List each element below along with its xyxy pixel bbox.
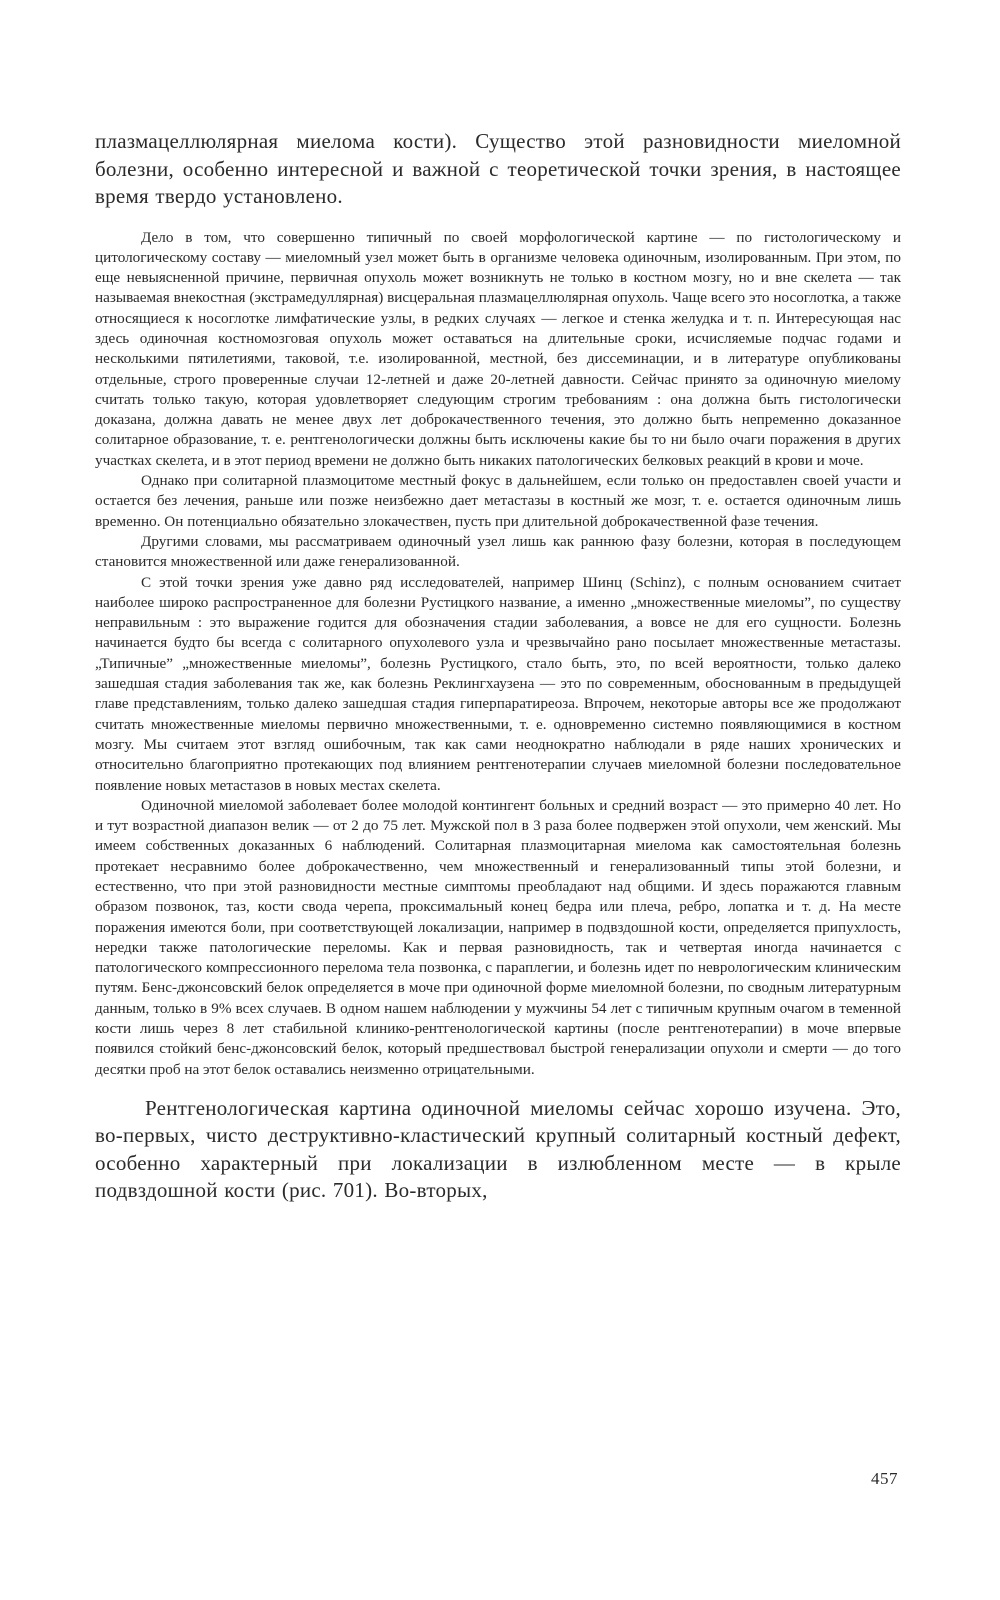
document-page: [95, 128, 901, 1205]
spacer: [95, 211, 901, 228]
paragraph-small-1: Дело в том, что совершенно типичный по своей морфологической картине — по гистологическому и цитологическому составу — миеломный узел может быть в организме человека одиночным, изолированным. При этом, по еще невыясненной причине, первичная опухоль может возникнуть не только в костном мозгу, но и вне скелета — так называемая внекостная (экстрамедуллярная) висцеральная плазмацеллюлярная опухоль. Чаще всего это носоглотка, а также относящиеся к носоглотке лимфатические узлы, в редких случаях — легкое и стенка желудка и т. п. Интересующая нас здесь одиночная костномозговая опухоль может оставаться на длительные сроки, исчисляемые подчас годами и несколькими пятилетиями, таковой, т.е. изолированной, местной, без диссеминации, и в литературе опубликованы отдельные, строго проверенные случаи 12-летней и даже 20-летней давности. Сейчас принято за одиночную миелому считать только такую, которая удовлетворяет следующим строгим требованиям : она должна быть гистологически доказана, должна давать не менее двух лет доброкачественного течения, это должно быть непременно доказанное солитарное образование, т. е. рентгенологически должны быть исключены какие бы то ни было очаги поражения в других участках скелета, и в этот период времени не должно быть никаких патологических белковых реакций в крови и моче.: [95, 228, 901, 469]
page-number: 457: [871, 1469, 898, 1488]
paragraph-small-2: Однако при солитарной плазмоцитоме местный фокус в дальнейшем, если только он предоставлен своей участи и остается без лечения, раньше или позже неизбежно дает метастазы в костный же мозг, т. е. остается одиночным лишь временно. Он потенциально обязательно злокачествен, пусть при длительной доброкачественной фазе течения.: [95, 472, 901, 530]
spacer: [95, 1080, 901, 1095]
paragraph-small-4: С этой точки зрения уже давно ряд исследователей, например Шинц (Schinz), с полным основанием считает наиболее широко распространенное для болезни Рустицкого название, а именно „множественные миеломы”, по существу неправильным : это выражение годится для обозначения стадии заболевания, а вовсе не для его сущности. Болезнь начинается будто бы всегда с солитарного опухолевого узла и чрезвычайно рано посылает множественные метастазы. „Типичные” „множественные миеломы”, болезнь Рустицкого, стало быть, это, по всей вероятности, только далеко зашедшая стадия заболевания так же, как болезнь Реклингхаузена — это по современным, обоснованным в предыдущей главе представлениям, только далеко зашедшая стадия гиперпаратиреоза. Впрочем, некоторые авторы все же продолжают считать множественные миеломы первично множественными, т. е. одновременно системно появляющимися в костном мозгу. Мы считаем этот взгляд ошибочным, так как сами неоднократно наблюдали в ряде наших хронических и относительно благоприятно протекающих под влиянием рентгенотерапии случаев миеломной болезни последовательное появление новых метастазов в новых местах скелета.: [95, 573, 901, 794]
paragraph-small-5: Одиночной миеломой заболевает более молодой контингент больных и средний возраст — это примерно 40 лет. Но и тут возрастной диапазон велик — от 2 до 75 лет. Мужской пол в 3 раза более подвержен этой опухоли, чем женский. Мы имеем собственных доказанных 6 наблюдений. Солитарная плазмоцитарная миелома как самостоятельная болезнь протекает несравнимо более доброкачественно, чем множественный и генерализованный типы этой болезни, и естественно, что при этой разновидности местные симптомы преобладают над общими. И здесь поражаются главным образом позвонок, таз, кости свода черепа, проксимальный конец бедра или плеча, ребро, лопатка и т. д. На месте поражения имеются боли, при соответствующей локализации, например в подвздошной кости, определяется припухлость, нередки также патологические переломы. Как и первая разновидность, так и четвертая иногда начинается с патологического компрессионного перелома тела позвонка, с параплегии, и болезнь идет по неврологическим клиническим путям. Бенс-джонсовский белок определяется в моче при одиночной форме миеломной болезни, по сводным литературным данным, только в 9% всех случаев. В одном нашем наблюдении у мужчины 54 лет с типичным крупным очагом в теменной кости лишь через 8 лет стабильной клинико-рентгенологической картины (после рентгенотерапии) в моче впервые появился стойкий бенс-джонсовский белок, который предшествовал быстрой генерализации опухоли и смерти — до того десятки проб на этот белок оставались неизменно отрицательными.: [95, 796, 901, 1078]
paragraph-large-bottom: Рентгенологическая картина одиночной миеломы сейчас хорошо изучена. Это, во-первых, чисто деструктивно-кластический крупный солитарный костный дефект, особенно характерный при локализации в излюбленном месте — в крыле подвздошной кости (рис. 701). Во-вторых,: [95, 1095, 901, 1203]
paragraph-large-top: плазмацеллюлярная миелома кости). Существо этой разновидности миеломной болезни, особенно интересной и важной с теоретической точки зрения, в настоящее время твердо установлено.: [95, 129, 901, 208]
paragraph-small-3: Другими словами, мы рассматриваем одиночный узел лишь как раннюю фазу болезни, которая в последующем становится множественной или даже генерализованной.: [95, 532, 901, 571]
